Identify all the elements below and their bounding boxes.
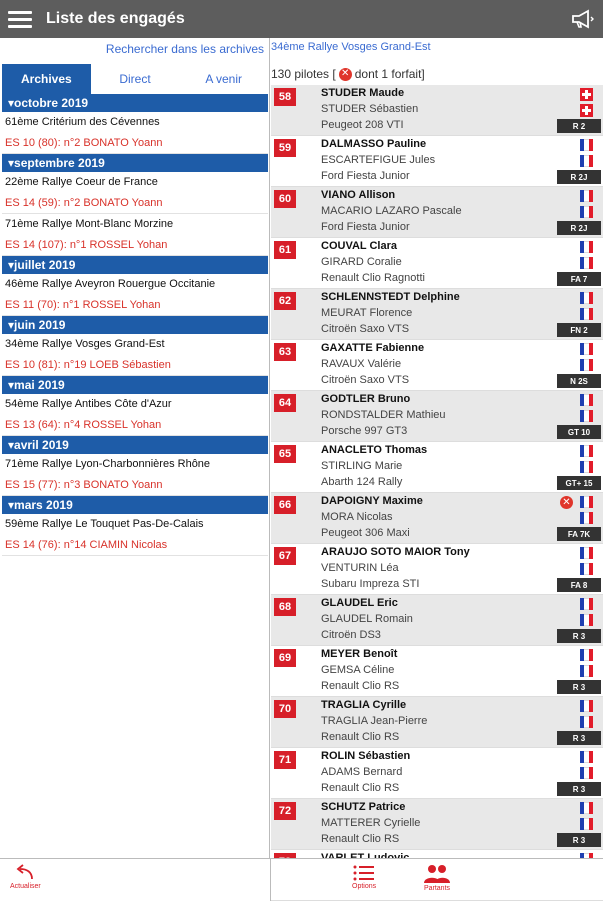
car-model: Ford Fiesta Junior bbox=[321, 221, 410, 233]
france-flag-icon bbox=[580, 292, 593, 304]
france-flag-icon bbox=[580, 445, 593, 457]
france-flag-icon bbox=[580, 359, 593, 371]
entry-number: 71 bbox=[274, 751, 296, 769]
options-label: Options bbox=[352, 883, 377, 890]
class-badge: N 2S bbox=[557, 374, 601, 388]
class-badge: FA 7K bbox=[557, 527, 601, 541]
car-model: Abarth 124 Rally bbox=[321, 476, 403, 488]
entry-row[interactable] bbox=[271, 799, 603, 850]
pilot-name: GODTLER Bruno bbox=[321, 393, 411, 405]
tab-direct[interactable]: Direct bbox=[119, 72, 151, 86]
copilot-name: GIRARD Coralie bbox=[321, 256, 402, 268]
france-flag-icon bbox=[580, 139, 593, 151]
event-result: ES 14 (59): n°2 BONATO Yoann bbox=[5, 197, 163, 209]
event-result: ES 13 (64): n°4 ROSSEL Yohan bbox=[5, 419, 162, 431]
pilot-name: DAPOIGNY Maxime bbox=[321, 495, 423, 507]
event-result: ES 10 (80): n°2 BONATO Yoann bbox=[5, 137, 163, 149]
event-name: 71ème Rallye Mont-Blanc Morzine bbox=[5, 218, 174, 230]
event-result: ES 14 (76): n°14 CIAMIN Nicolas bbox=[5, 539, 168, 551]
car-model: Citroën Saxo VTS bbox=[321, 323, 410, 335]
pilot-name: TRAGLIA Cyrille bbox=[321, 699, 407, 711]
copilot-name: MATTERER Cyrielle bbox=[321, 817, 421, 829]
event-name: 34ème Rallye Vosges Grand-Est bbox=[5, 338, 165, 350]
france-flag-icon bbox=[580, 343, 593, 355]
event-item[interactable] bbox=[2, 394, 268, 436]
france-flag-icon bbox=[580, 461, 593, 473]
class-badge: R 2 bbox=[557, 119, 601, 133]
pilot-name: GLAUDEL Eric bbox=[321, 597, 398, 609]
entry-number: 58 bbox=[274, 88, 296, 106]
refresh-button[interactable] bbox=[10, 863, 41, 890]
france-flag-icon bbox=[580, 410, 593, 422]
pilot-name: GAXATTE Fabienne bbox=[321, 342, 425, 354]
entry-number: 66 bbox=[274, 496, 296, 514]
tab-bar bbox=[2, 64, 268, 94]
entry-row[interactable] bbox=[271, 595, 603, 646]
event-name: 59ème Rallye Le Touquet Pas-De-Calais bbox=[5, 518, 204, 530]
entry-number: 64 bbox=[274, 394, 296, 412]
copilot-name: ADAMS Bernard bbox=[321, 766, 403, 778]
pilot-name: DALMASSO Pauline bbox=[321, 138, 427, 150]
class-badge: R 3 bbox=[557, 833, 601, 847]
copilot-name: STUDER Sébastien bbox=[321, 103, 419, 115]
entry-row[interactable] bbox=[271, 136, 603, 187]
pilot-name: VIANO Allison bbox=[321, 189, 396, 201]
app-bar bbox=[0, 0, 603, 38]
month-header[interactable]: ▾juillet 2019 bbox=[2, 256, 268, 274]
entry-number: 59 bbox=[274, 139, 296, 157]
entry-number: 72 bbox=[274, 802, 296, 820]
event-name: 46ème Rallye Aveyron Rouergue Occitanie bbox=[5, 278, 216, 290]
event-item[interactable] bbox=[2, 214, 268, 256]
entry-row[interactable] bbox=[271, 748, 603, 799]
bottom-divider bbox=[270, 859, 271, 901]
class-badge: R 3 bbox=[557, 629, 601, 643]
month-header[interactable]: ▾octobre 2019 bbox=[2, 94, 268, 112]
france-flag-icon bbox=[580, 767, 593, 779]
car-model: Renault Clio RS bbox=[321, 833, 400, 845]
entry-number: 69 bbox=[274, 649, 296, 667]
event-name: 54ème Rallye Antibes Côte d'Azur bbox=[5, 398, 172, 410]
entry-row[interactable] bbox=[271, 646, 603, 697]
copilot-name: MORA Nicolas bbox=[321, 511, 393, 523]
car-model: Renault Clio Ragnotti bbox=[321, 272, 425, 284]
pilot-name: ARAUJO SOTO MAIOR Tony bbox=[321, 546, 470, 558]
entry-row[interactable] bbox=[271, 544, 603, 595]
france-flag-icon bbox=[580, 563, 593, 575]
event-item[interactable] bbox=[2, 112, 268, 154]
tab-a-venir[interactable]: A venir bbox=[205, 72, 243, 86]
class-badge: R 3 bbox=[557, 782, 601, 796]
pilot-name: SCHLENNSTEDT Delphine bbox=[321, 291, 460, 303]
entries-list bbox=[271, 85, 603, 901]
entry-number: 61 bbox=[274, 241, 296, 259]
copilot-name: TRAGLIA Jean-Pierre bbox=[321, 715, 428, 727]
pilots-count bbox=[271, 67, 425, 81]
class-badge: R 2J bbox=[557, 170, 601, 184]
car-model: Porsche 997 GT3 bbox=[321, 425, 408, 437]
class-badge: R 2J bbox=[557, 221, 601, 235]
entry-number: 62 bbox=[274, 292, 296, 310]
france-flag-icon bbox=[580, 155, 593, 167]
event-result: ES 10 (81): n°19 LOEB Sébastien bbox=[5, 359, 171, 371]
france-flag-icon bbox=[580, 665, 593, 677]
france-flag-icon bbox=[580, 206, 593, 218]
france-flag-icon bbox=[580, 716, 593, 728]
copilot-name: GEMSA Céline bbox=[321, 664, 395, 676]
copilot-name: ESCARTEFIGUE Jules bbox=[321, 154, 436, 166]
event-result: ES 14 (107): n°1 ROSSEL Yohan bbox=[5, 239, 168, 251]
france-flag-icon bbox=[580, 547, 593, 559]
copilot-name: STIRLING Marie bbox=[321, 460, 403, 472]
car-model: Ford Fiesta Junior bbox=[321, 170, 410, 182]
month-header[interactable]: ▾septembre 2019 bbox=[2, 154, 268, 172]
car-model: Peugeot 208 VTI bbox=[321, 119, 404, 131]
event-name: 71ème Rallye Lyon-Charbonnières Rhône bbox=[5, 458, 211, 470]
search-archives-link[interactable]: Rechercher dans les archives bbox=[105, 42, 264, 56]
rally-name: 34ème Rallye Vosges Grand-Est bbox=[271, 41, 431, 53]
event-name: 61ème Critérium des Cévennes bbox=[5, 116, 160, 128]
france-flag-icon bbox=[580, 818, 593, 830]
options-button[interactable] bbox=[352, 863, 376, 890]
pilots-count-suffix: dont 1 forfait] bbox=[354, 67, 425, 81]
car-model: Peugeot 306 Maxi bbox=[321, 527, 410, 539]
pilot-name: SCHUTZ Patrice bbox=[321, 801, 406, 813]
france-flag-icon bbox=[580, 190, 593, 202]
france-flag-icon bbox=[580, 512, 593, 524]
event-item[interactable] bbox=[2, 514, 268, 556]
class-badge: GT 10 bbox=[557, 425, 601, 439]
france-flag-icon bbox=[580, 257, 593, 269]
pilot-name: MEYER Benoît bbox=[321, 648, 398, 660]
month-list bbox=[2, 94, 268, 556]
copilot-name: MEURAT Florence bbox=[321, 307, 413, 319]
month-header[interactable]: ▾mars 2019 bbox=[2, 496, 268, 514]
entry-number: 68 bbox=[274, 598, 296, 616]
entries-panel bbox=[271, 38, 603, 858]
entry-row[interactable] bbox=[271, 697, 603, 748]
france-flag-icon bbox=[580, 649, 593, 661]
event-name: 22ème Rallye Coeur de France bbox=[5, 176, 158, 188]
pilot-name: COUVAL Clara bbox=[321, 240, 398, 252]
entry-row[interactable] bbox=[271, 187, 603, 238]
entry-row[interactable] bbox=[271, 391, 603, 442]
entry-row[interactable] bbox=[271, 289, 603, 340]
entry-row[interactable] bbox=[271, 85, 603, 136]
copilot-name: RONDSTALDER Mathieu bbox=[321, 409, 446, 421]
car-model: Subaru Impreza STI bbox=[321, 578, 420, 590]
entry-row[interactable] bbox=[271, 493, 603, 544]
france-flag-icon bbox=[580, 308, 593, 320]
event-item[interactable] bbox=[2, 334, 268, 376]
car-model: Citroën Saxo VTS bbox=[321, 374, 410, 386]
car-model: Renault Clio RS bbox=[321, 680, 400, 692]
event-result: ES 15 (77): n°3 BONATO Yoann bbox=[5, 479, 163, 491]
france-flag-icon bbox=[580, 700, 593, 712]
partants-button[interactable] bbox=[422, 863, 452, 892]
swiss-flag-icon bbox=[580, 104, 593, 117]
copilot-name: MACARIO LAZARO Pascale bbox=[321, 205, 462, 217]
entry-number: 70 bbox=[274, 700, 296, 718]
entry-row[interactable] bbox=[271, 340, 603, 391]
copilot-name: VENTURIN Léa bbox=[321, 562, 399, 574]
france-flag-icon bbox=[580, 241, 593, 253]
archives-panel bbox=[0, 38, 270, 858]
entry-row[interactable] bbox=[271, 442, 603, 493]
bottom-bar bbox=[0, 858, 603, 900]
class-badge: R 3 bbox=[557, 731, 601, 745]
partants-people-icon bbox=[422, 863, 452, 885]
class-badge: R 3 bbox=[557, 680, 601, 694]
entry-number: 60 bbox=[274, 190, 296, 208]
entry-row[interactable] bbox=[271, 238, 603, 289]
pilot-name: ANACLETO Thomas bbox=[321, 444, 428, 456]
swiss-flag-icon bbox=[580, 88, 593, 101]
event-item[interactable] bbox=[2, 172, 268, 214]
refresh-label: Actualiser bbox=[10, 883, 41, 890]
options-list-icon bbox=[352, 863, 376, 883]
partants-label: Partants bbox=[423, 885, 451, 892]
hamburger-icon[interactable] bbox=[0, 0, 40, 38]
event-item[interactable] bbox=[2, 274, 268, 316]
megaphone-icon[interactable] bbox=[563, 0, 603, 38]
forfait-x-icon: ✕ bbox=[339, 68, 352, 81]
copilot-name: GLAUDEL Romain bbox=[321, 613, 413, 625]
france-flag-icon bbox=[580, 751, 593, 763]
pilots-count-prefix: 130 pilotes [ bbox=[271, 67, 336, 81]
class-badge: GT+ 15 bbox=[557, 476, 601, 490]
class-badge: FA 8 bbox=[557, 578, 601, 592]
entry-number: 65 bbox=[274, 445, 296, 463]
car-model: Citroën DS3 bbox=[321, 629, 381, 641]
france-flag-icon bbox=[580, 614, 593, 626]
page-title: Liste des engagés bbox=[46, 10, 185, 27]
car-model: Renault Clio RS bbox=[321, 731, 400, 743]
france-flag-icon bbox=[580, 394, 593, 406]
tab-archives[interactable]: Archives bbox=[2, 64, 91, 94]
refresh-icon bbox=[14, 863, 36, 883]
car-model: Renault Clio RS bbox=[321, 782, 400, 794]
event-result: ES 11 (70): n°1 ROSSEL Yohan bbox=[5, 299, 161, 311]
pilot-name: ROLIN Sébastien bbox=[321, 750, 411, 762]
class-badge: FA 7 bbox=[557, 272, 601, 286]
france-flag-icon bbox=[580, 496, 593, 508]
month-header[interactable]: ▾mai 2019 bbox=[2, 376, 268, 394]
france-flag-icon bbox=[580, 802, 593, 814]
france-flag-icon bbox=[580, 598, 593, 610]
month-header[interactable]: ▾avril 2019 bbox=[2, 436, 268, 454]
forfait-x-icon: ✕ bbox=[560, 496, 573, 509]
entry-number: 63 bbox=[274, 343, 296, 361]
month-header[interactable]: ▾juin 2019 bbox=[2, 316, 268, 334]
pilot-name: STUDER Maude bbox=[321, 87, 405, 99]
entry-number: 67 bbox=[274, 547, 296, 565]
event-item[interactable] bbox=[2, 454, 268, 496]
copilot-name: RAVAUX Valérie bbox=[321, 358, 402, 370]
class-badge: FN 2 bbox=[557, 323, 601, 337]
